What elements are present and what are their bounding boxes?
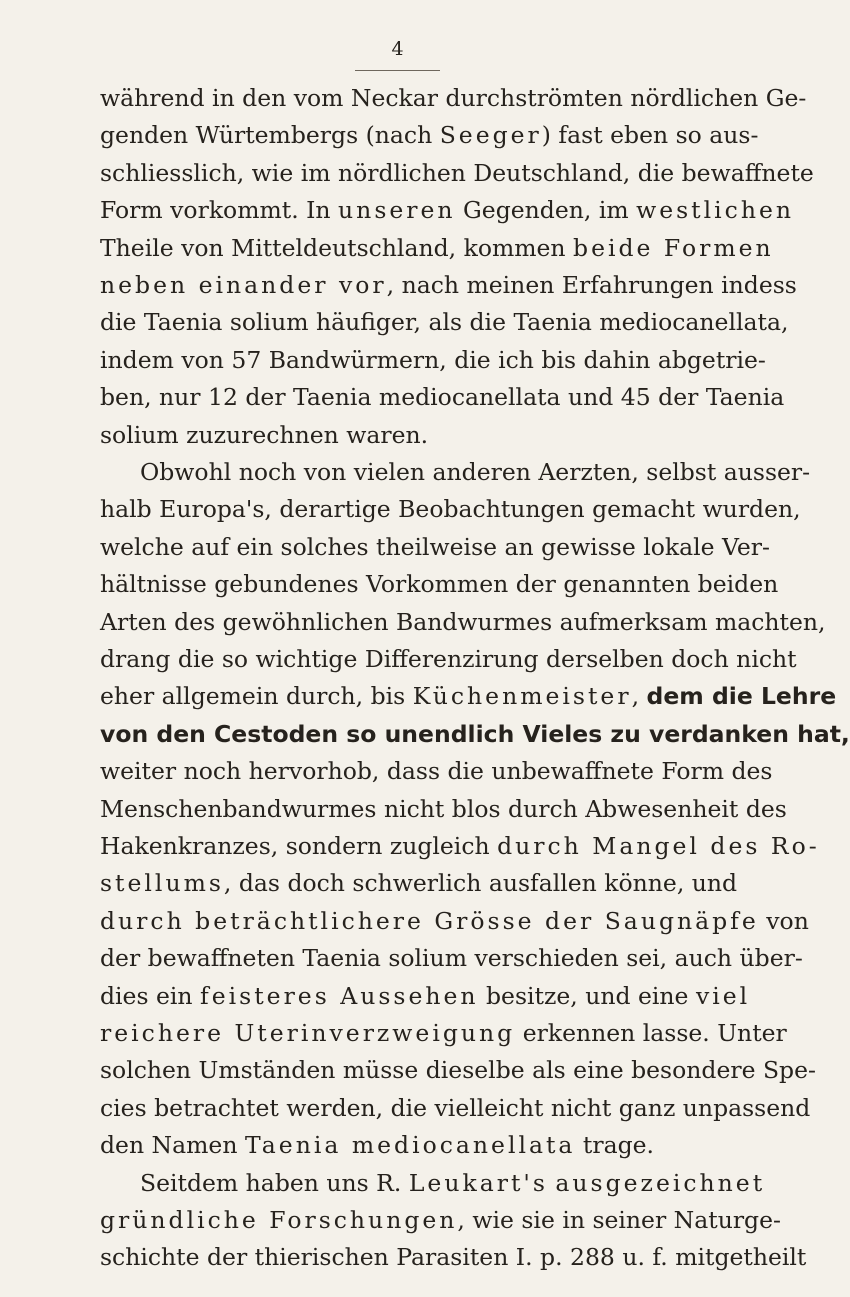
- text-line: indem von 57 Bandwürmern, die ich bis dahin abgetrie-: [100, 345, 766, 374]
- text-line: cies betrachtet werden, die vielleicht nicht ganz unpassend: [100, 1093, 811, 1122]
- spaced-emphasis: westlichen: [636, 196, 794, 225]
- text-line: welche auf ein solches theilweise an gewisse lokale Ver-: [100, 532, 770, 561]
- spaced-emphasis: Taenia mediocanellata: [244, 1131, 576, 1160]
- text-line: weiter noch hervorhob, dass die unbewaffnete Form des: [100, 757, 773, 786]
- bold-emphasis: dem die Lehre: [646, 682, 837, 711]
- text-line: schichte der thierischen Parasiten I. p. 288 u. f. mitgetheilt: [100, 1243, 807, 1272]
- text-line: ben, nur 12 der Taenia mediocanellata und 45 der Taenia: [100, 383, 785, 412]
- text-line: hältnisse gebundenes Vorkommen der genannten beiden: [100, 570, 779, 599]
- text-line: den Namen Taenia mediocanellata trage.: [100, 1131, 655, 1160]
- text-line: Theile von Mitteldeutschland, kommen beide Formen: [100, 233, 774, 262]
- text-line: Obwohl noch von vielen anderen Aerzten, selbst ausser-: [140, 458, 811, 486]
- text-line: der bewaffneten Taenia solium verschieden sei, auch über-: [100, 944, 803, 973]
- text-line: solium zuzurechnen waren.: [100, 420, 429, 449]
- text-line: genden Würtembergs (nach Seeger) fast eben so aus-: [100, 121, 759, 150]
- page-number: 4: [391, 38, 404, 60]
- spaced-emphasis: viel: [695, 981, 751, 1010]
- spaced-emphasis: unseren: [338, 196, 456, 225]
- spaced-emphasis: Küchenmeister: [412, 682, 632, 711]
- text-line: während in den vom Neckar durchströmten nördlichen Ge-: [100, 84, 807, 112]
- spaced-emphasis: stellums: [100, 869, 224, 898]
- text-line: gründliche Forschungen, wie sie in seiner Naturge-: [100, 1206, 781, 1234]
- text-line: solchen Umständen müsse dieselbe als eine besondere Spe-: [100, 1056, 816, 1085]
- bold-emphasis: von den Cestoden so unendlich Vieles zu verdanken hat,: [100, 719, 850, 748]
- spaced-emphasis: ausgezeichnet: [555, 1168, 766, 1197]
- text-line: Form vorkommt. In unseren Gegenden, im westlichen: [100, 196, 794, 225]
- spaced-emphasis: Leukart's: [408, 1168, 548, 1197]
- text-line: eher allgemein durch, bis Küchenmeister, dem die Lehre: [100, 682, 837, 711]
- text-line: durch beträchtlichere Grösse der Saugnäpfe von: [100, 906, 809, 935]
- text-line: dies ein feisteres Aussehen besitze, und eine viel: [100, 981, 751, 1010]
- spaced-emphasis: gründliche Forschungen: [100, 1206, 458, 1234]
- text-line: schliesslich, wie im nördlichen Deutschland, die bewaffnete: [100, 158, 814, 187]
- text-line: drang die so wichtige Differenzirung derselben doch nicht: [100, 645, 797, 673]
- text-line: Hakenkranzes, sondern zugleich durch Mangel des Ro-: [100, 832, 820, 860]
- text-line: [100, 716, 850, 753]
- spaced-emphasis: neben einander vor: [100, 271, 387, 299]
- spaced-emphasis: Seeger: [439, 121, 542, 150]
- header-rule: [355, 70, 440, 71]
- text-line: halb Europa's, derartige Beobachtungen gemacht wurden,: [100, 495, 801, 524]
- text-line: Arten des gewöhnlichen Bandwurmes aufmerksam machten,: [100, 607, 826, 636]
- spaced-emphasis: beide Formen: [573, 233, 774, 262]
- text-line: stellums, das doch schwerlich ausfallen könne, und: [100, 869, 738, 898]
- spaced-emphasis: durch beträchtlichere Grösse der Saugnäpfe: [100, 906, 759, 935]
- text-line: reichere Uterinverzweigung erkennen lasse. Unter: [100, 1019, 787, 1047]
- text-line: Menschenbandwurmes nicht blos durch Abwesenheit des: [100, 794, 787, 823]
- text-line: Seitdem haben uns R. Leukart's ausgezeichnet: [140, 1168, 766, 1197]
- spaced-emphasis: feisteres Aussehen: [200, 981, 479, 1010]
- spaced-emphasis: durch Mangel des Ro-: [497, 832, 820, 860]
- text-line: neben einander vor, nach meinen Erfahrungen indess: [100, 271, 797, 299]
- spaced-emphasis: reichere Uterinverzweigung: [100, 1019, 516, 1047]
- text-line: die Taenia solium häufiger, als die Taenia mediocanellata,: [100, 308, 789, 337]
